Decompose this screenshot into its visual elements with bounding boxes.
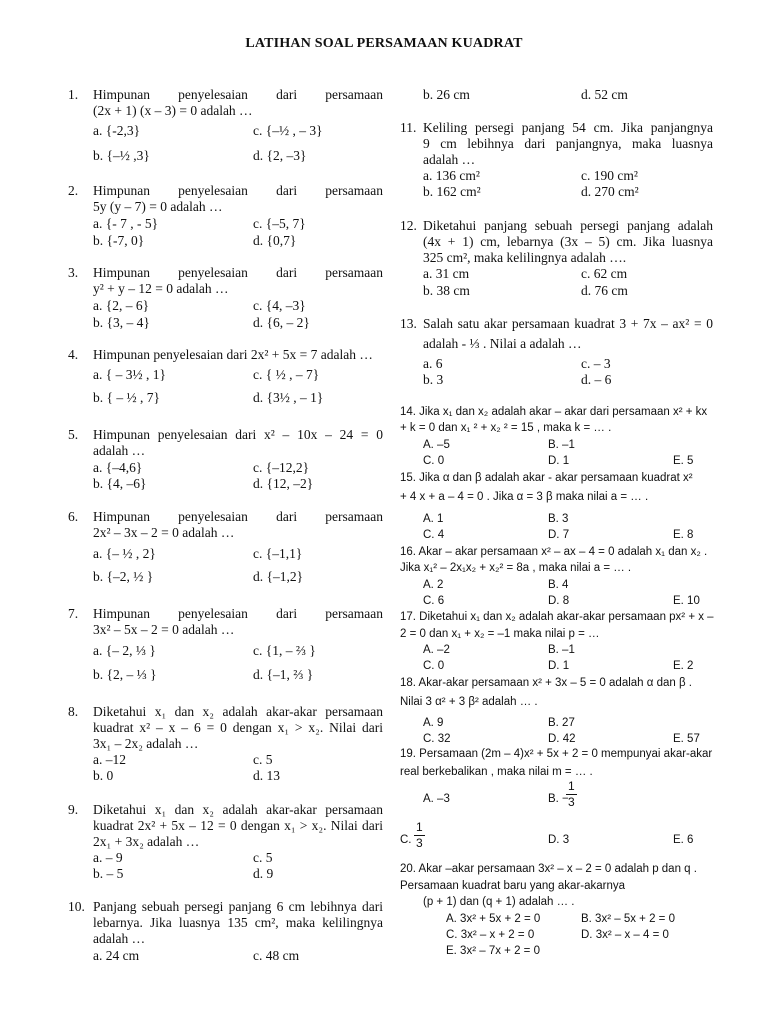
question-text: 3x₁ – 2x₂ adalah … bbox=[93, 736, 199, 751]
option-c: c. {–12,2} bbox=[253, 460, 310, 475]
option-a: A. –2 bbox=[423, 644, 450, 656]
question-text: Panjang sebuah persegi panjang 6 cm lebihnya dari bbox=[93, 899, 383, 914]
option-a: A. 1 bbox=[423, 513, 444, 525]
question-text: 3x² – 5x – 2 = 0 adalah … bbox=[93, 622, 235, 637]
question-text: 2x² – 3x – 2 = 0 adalah … bbox=[93, 525, 235, 540]
option-b: B. 4 bbox=[548, 579, 569, 591]
option-d: d. 9 bbox=[253, 866, 274, 881]
question-number: 9. bbox=[68, 802, 79, 817]
question-text: adalah - ⅓ . Nilai a adalah … bbox=[423, 336, 582, 351]
question-text: (2x + 1) (x – 3) = 0 adalah … bbox=[93, 103, 253, 118]
option-e: E. 2 bbox=[673, 660, 694, 672]
option-d: d. {–1, ⅔ } bbox=[253, 667, 314, 682]
option-d: d. 13 bbox=[253, 768, 280, 783]
option-c: C. 0 bbox=[423, 660, 445, 672]
option-d: d. {2, –3} bbox=[253, 148, 307, 163]
question-number: 12. bbox=[400, 218, 417, 233]
option-a: A. –5 bbox=[423, 439, 450, 451]
question-text: Persamaan kuadrat baru yang akar-akarnya bbox=[400, 880, 626, 892]
question-text: lebarnya. Jika luasnya 135 cm², maka kelilingnya bbox=[93, 915, 383, 930]
option-e: E. 6 bbox=[673, 834, 694, 846]
option-e: E. 5 bbox=[673, 455, 694, 467]
option-b: b. {4, –6} bbox=[93, 476, 147, 491]
option-d: d. {3½ , – 1} bbox=[253, 390, 324, 405]
option-d: d. {0,7} bbox=[253, 233, 297, 248]
question-number: 13. bbox=[400, 316, 417, 331]
option-d: d. 52 cm bbox=[581, 87, 628, 102]
question-text: kuadrat 2x² + 5x – 12 = 0 dengan x₁ > x₂. Nilai dari bbox=[93, 818, 383, 833]
option-b: b. 0 bbox=[93, 768, 114, 783]
option-c: c. 190 cm² bbox=[581, 168, 638, 183]
option-a: a. {– 2, ⅓ } bbox=[93, 643, 156, 658]
option-b: B. –1 bbox=[548, 644, 575, 656]
question-text: adalah … bbox=[423, 152, 476, 167]
option-b: b. {-7, 0} bbox=[93, 233, 145, 248]
option-c: c. 62 cm bbox=[581, 266, 628, 281]
option-a: a. {– ½ , 2} bbox=[93, 546, 156, 561]
question-text: Keliling persegi panjang 54 cm. Jika panjangnya bbox=[423, 120, 713, 135]
question-text: y² + y – 12 = 0 adalah … bbox=[93, 281, 229, 296]
option-b: b. 26 cm bbox=[423, 87, 470, 102]
question-text: Himpunan penyelesaian dari persamaan bbox=[93, 265, 383, 280]
option-c: C. 3x² – x + 2 = 0 bbox=[446, 929, 535, 941]
option-b: b. 162 cm² bbox=[423, 184, 481, 199]
question-text: Diketahui x₁ dan x₂ adalah akar-akar persamaan bbox=[93, 802, 383, 817]
option-c: c. {–1,1} bbox=[253, 546, 303, 561]
option-c: c. {–5, 7} bbox=[253, 216, 306, 231]
question-text: adalah … bbox=[93, 931, 146, 946]
question-text: + 4 x + a – 4 = 0 . Jika α = 3 β maka nilai a = … . bbox=[400, 491, 649, 503]
option-c: C. bbox=[400, 834, 412, 846]
question-text: Himpunan penyelesaian dari 2x² + 5x = 7 adalah … bbox=[93, 347, 373, 362]
question-text: 18. Akar-akar persamaan x² + 3x – 5 = 0 adalah α dan β . bbox=[400, 677, 692, 689]
question-text: Himpunan penyelesaian dari persamaan bbox=[93, 509, 383, 524]
option-a: a. {- 7 , - 5} bbox=[93, 216, 159, 231]
question-text: Himpunan penyelesaian dari persamaan bbox=[93, 183, 383, 198]
option-c: c. {1, – ⅔ } bbox=[253, 643, 316, 658]
option-a: a. – 9 bbox=[93, 850, 123, 865]
question-number: 3. bbox=[68, 265, 79, 280]
question-text: 5y (y – 7) = 0 adalah … bbox=[93, 199, 223, 214]
question-text: Diketahui x₁ dan x₂ adalah akar-akar persamaan bbox=[93, 704, 383, 719]
option-a: a. { – 3½ , 1} bbox=[93, 367, 166, 382]
option-a: A. 3x² + 5x + 2 = 0 bbox=[446, 913, 541, 925]
question-text: 16. Akar – akar persamaan x² – ax – 4 = 0 adalah x₁ dan x₂ . bbox=[400, 546, 708, 558]
option-d: D. 7 bbox=[548, 529, 570, 541]
question-text: + k = 0 dan x₁ ² + x₂ ² = 15 , maka k = … . bbox=[400, 422, 612, 434]
option-a: a. 136 cm² bbox=[423, 168, 480, 183]
option-d: d. {6, – 2} bbox=[253, 315, 310, 330]
question-text: real berkebalikan , maka nilai m = … . bbox=[400, 766, 593, 778]
option-c: c. 5 bbox=[253, 850, 273, 865]
question-text: Himpunan penyelesaian dari persamaan bbox=[93, 606, 383, 621]
option-d: D. 42 bbox=[548, 733, 576, 745]
question-number: 1. bbox=[68, 87, 79, 102]
option-d: D. 3 bbox=[548, 834, 570, 846]
question-text: 325 cm², maka kelilingnya adalah …. bbox=[423, 250, 627, 265]
question-text: 9 cm lebihnya dari panjangnya, maka luasnya bbox=[423, 136, 713, 151]
option-b: B. 27 bbox=[548, 717, 575, 729]
option-c: C. 4 bbox=[423, 529, 445, 541]
option-c: C. 0 bbox=[423, 455, 445, 467]
option-a: a. {-2,3} bbox=[93, 123, 141, 138]
question-text: 14. Jika x₁ dan x₂ adalah akar – akar dari persamaan x² + kx bbox=[400, 406, 708, 418]
question-text: 19. Persamaan (2m – 4)x² + 5x + 2 = 0 mempunyai akar-akar bbox=[400, 748, 713, 760]
question-text: 20. Akar –akar persamaan 3x² – x – 2 = 0 adalah p dan q . bbox=[400, 863, 697, 875]
option-b: B. –1 bbox=[548, 439, 575, 451]
option-e: E. 10 bbox=[673, 595, 700, 607]
option-b: B. 3x² – 5x + 2 = 0 bbox=[581, 913, 675, 925]
option-b: b. {3, – 4} bbox=[93, 315, 150, 330]
question-text: (p + 1) dan (q + 1) adalah … . bbox=[423, 896, 575, 908]
option-a: a. 31 cm bbox=[423, 266, 470, 281]
question-number: 6. bbox=[68, 509, 79, 524]
option-d: d. {–1,2} bbox=[253, 569, 304, 584]
option-c: C. 32 bbox=[423, 733, 451, 745]
option-c: c. {4, –3} bbox=[253, 298, 306, 313]
question-text: 15. Jika α dan β adalah akar - akar persamaan kuadrat x² bbox=[400, 472, 693, 484]
option-e: E. 8 bbox=[673, 529, 694, 541]
question-text: Nilai 3 α² + 3 β² adalah … . bbox=[400, 696, 538, 708]
question-text: (4x + 1) cm, lebarnya (3x – 5) cm. Jika luasnya bbox=[423, 234, 713, 249]
question-number: 7. bbox=[68, 606, 79, 621]
option-d: d. 76 cm bbox=[581, 283, 628, 298]
numerator: 1 bbox=[568, 779, 575, 793]
question-text: Jika x₁² – 2x₁x₂ + x₂² = 8a , maka nilai a = … . bbox=[400, 562, 632, 574]
option-a: a. 6 bbox=[423, 356, 443, 371]
question-text: kuadrat x² – x – 6 = 0 dengan x₁ > x₂. Nilai dari bbox=[93, 720, 383, 735]
option-b: B. − bbox=[548, 793, 569, 805]
option-c: c. { ½ , – 7} bbox=[253, 367, 320, 382]
question-text: adalah … bbox=[93, 443, 146, 458]
option-a: a. 24 cm bbox=[93, 948, 140, 963]
question-text: Himpunan penyelesaian dari x² – 10x – 24 = 0 bbox=[93, 427, 383, 442]
question-number: 8. bbox=[68, 704, 79, 719]
numerator: 1 bbox=[416, 820, 423, 834]
option-c: c. – 3 bbox=[581, 356, 611, 371]
denominator: 3 bbox=[416, 836, 423, 850]
fraction bbox=[566, 779, 577, 810]
question-text: 2 = 0 dan x₁ + x₂ = –1 maka nilai p = … bbox=[400, 628, 600, 640]
question-text: 2x₁ + 3x₂ adalah … bbox=[93, 834, 200, 849]
question-number: 10. bbox=[68, 899, 85, 914]
option-d: D. 1 bbox=[548, 660, 570, 672]
option-b: b. – 5 bbox=[93, 866, 124, 881]
option-b: b. 3 bbox=[423, 372, 444, 387]
option-a: A. 2 bbox=[423, 579, 444, 591]
option-d: d. – 6 bbox=[581, 372, 612, 387]
option-a: a. {2, – 6} bbox=[93, 298, 150, 313]
option-b: b. { – ½ , 7} bbox=[93, 390, 160, 405]
option-a: A. –3 bbox=[423, 793, 450, 805]
option-d: D. 1 bbox=[548, 455, 570, 467]
question-number: 2. bbox=[68, 183, 79, 198]
option-b: b. 38 cm bbox=[423, 283, 470, 298]
question-number: 5. bbox=[68, 427, 79, 442]
option-e: E. 3x² – 7x + 2 = 0 bbox=[446, 945, 540, 957]
denominator: 3 bbox=[568, 795, 575, 809]
option-c: C. 6 bbox=[423, 595, 445, 607]
option-c: c. 5 bbox=[253, 752, 273, 767]
option-e: E. 57 bbox=[673, 733, 700, 745]
option-d: d. 270 cm² bbox=[581, 184, 639, 199]
question-text: Himpunan penyelesaian dari persamaan bbox=[93, 87, 383, 102]
option-a: a. –12 bbox=[93, 752, 126, 767]
option-d: d. {12, –2} bbox=[253, 476, 314, 491]
option-d: D. 3x² – x – 4 = 0 bbox=[581, 929, 669, 941]
page-title: LATIHAN SOAL PERSAMAAN KUADRAT bbox=[245, 36, 523, 51]
option-b: b. {–2, ½ } bbox=[93, 569, 154, 584]
question-text: Salah satu akar persamaan kuadrat 3 + 7x – ax² = 0 bbox=[423, 316, 713, 331]
option-a: a. {–4,6} bbox=[93, 460, 143, 475]
question-number: 11. bbox=[400, 120, 417, 135]
option-b: b. {–½ ,3} bbox=[93, 148, 150, 163]
question-text: Diketahui panjang sebuah persegi panjang adalah bbox=[423, 218, 713, 233]
question-number: 4. bbox=[68, 347, 79, 362]
option-d: D. 8 bbox=[548, 595, 570, 607]
fraction bbox=[414, 820, 425, 851]
option-b: b. {2, – ⅓ } bbox=[93, 667, 157, 682]
question-text: 17. Diketahui x₁ dan x₂ adalah akar-akar persamaan px² + x – bbox=[400, 611, 714, 623]
option-c: c. {–½ , – 3} bbox=[253, 123, 323, 138]
option-b: B. 3 bbox=[548, 513, 569, 525]
option-a: A. 9 bbox=[423, 717, 444, 729]
option-c: c. 48 cm bbox=[253, 948, 300, 963]
